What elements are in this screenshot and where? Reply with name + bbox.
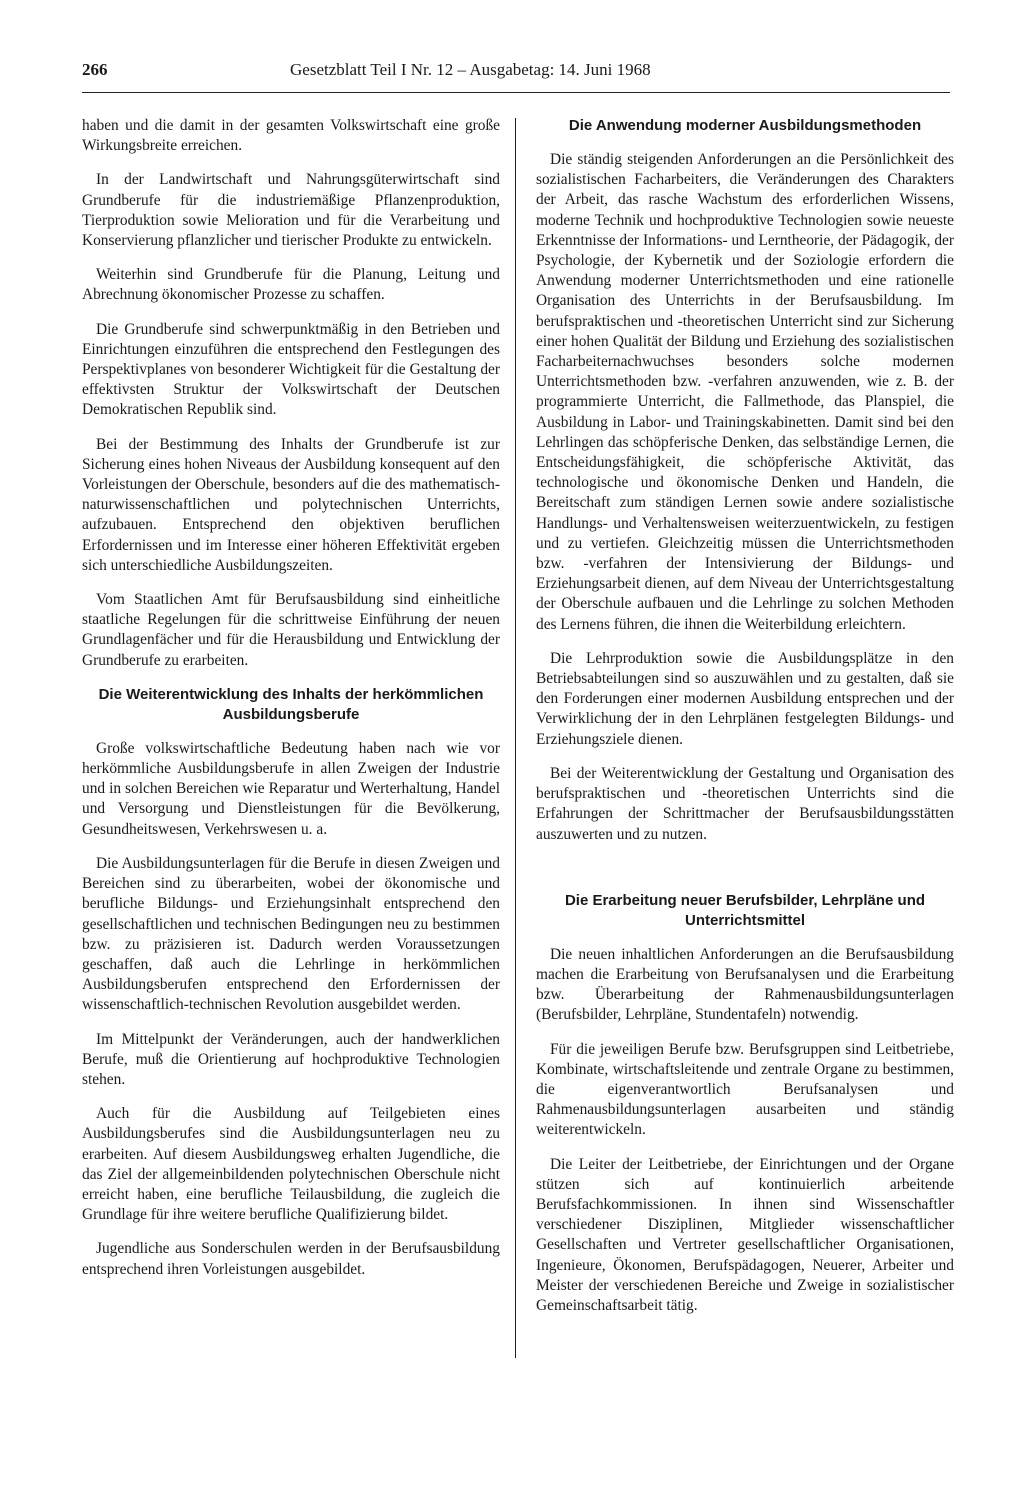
paragraph: Bei der Weiterentwicklung der Gestaltung und Organisation des berufspraktischen und -theoretischen Unterrichts sind die Erfahrungen der Schrittmacher der Berufsausbildungsstätten auszuwerten und zu nutzen.	[536, 764, 954, 843]
section-heading: Die Erarbeitung neuer Berufsbilder, Lehrpläne und Unterrichtsmittel	[564, 891, 926, 929]
header-rule	[82, 92, 950, 93]
paragraph: Bei der Bestimmung des Inhalts der Grundberufe ist zur Sicherung eines hohen Niveaus der Ausbildung konsequent auf den Vorleistungen der Oberschule, besonders auf die des mathematisch-naturwissenschaftlichen und polytechnischen Unterrichts, aufzubauen. Entsprechend den objektiven beruflichen Erfordernissen und im Interesse einer höheren Effektivität ergeben sich unterschiedliche Ausbildungszeiten.	[82, 435, 500, 574]
page-number: 266	[82, 60, 108, 79]
paragraph: Große volkswirtschaftliche Bedeutung haben nach wie vor herkömmliche Ausbildungsberufe in allen Zweigen der Industrie und in solchen Bereichen wie Reparatur und Werterhaltung, Handel und Versorgung und Dienstleistungen für die Bevölkerung, Gesundheitswesen, Verkehrswesen u. a.	[82, 739, 500, 838]
column-divider	[515, 118, 516, 1358]
paragraph: Die Leiter der Leitbetriebe, der Einrichtungen und der Organe stützen sich auf kontinuierlich arbeitende Berufsfachkommissionen. In ihnen sind Wissenschaftler verschiedener Disziplinen, Mitglieder wissenschaftlicher Gesellschaften und Vertreter gesellschaftlicher Organisationen, Ingenieure, Ökonomen, Berufspädagogen, Neuerer, Arbeiter und Meister der verschiedenen Bereiche und Zweige in sozialistischer Gemeinschaftsarbeit tätig.	[536, 1155, 954, 1314]
paragraph: Die ständig steigenden Anforderungen an die Persönlichkeit des sozialistischen Facharbeiters, die Veränderungen des Charakters der Arbeit, das rasche Wachstum des erforderlichen Wissens, moderne Technik und hochproduktive Technologien sowie neueste Erkenntnisse der Informations- und Lerntheorie, der Pädagogik, der Psychologie, der Kybernetik und der Soziologie erfordern die Anwendung moderner Unterrichtsmethoden und eine rationelle Organisation des Unterrichts in der Berufsausbildung. Im berufspraktischen und -theoretischen Unterricht sind zur Sicherung einer hohen Qualität der Bildung und Erziehung des sozialistischen Facharbeiternachwuchses besonders solche modernen Unterrichtsmethoden bzw. -verfahren anzuwenden, wie z. B. der programmierte Unterricht, die Fallmethode, das Planspiel, die Ausbildung in Labor- und Trainingskabinetten. Damit sind bei den Lehrlingen das schöpferische Denken, das selbständige Lernen, die Entscheidungsfähigkeit, die schöpferische Aktivität, das technologische und ökonomische Denken und Handeln, die Bereitschaft zum ständigen Lernen sowie andere sozialistische Handlungs- und Verhaltensweisen weiterzuentwickeln, zu festigen und zu vertiefen. Gleichzeitig müssen die Unterrichtsmethoden bzw. -verfahren der Intensivierung der Bildungs- und Erziehungsarbeit dienen, auf dem Niveau der Unterrichtsgestaltung der Oberschule aufbauen und die Lehrlinge zu solchen Methoden des Lernens führen, die ihnen die Weiterbildung erleichtern.	[536, 151, 954, 633]
paragraph: Jugendliche aus Sonderschulen werden in der Berufsausbildung entsprechend ihren Vorleistungen ausgebildet.	[82, 1240, 500, 1278]
right-column	[536, 116, 954, 1330]
paragraph: Im Mittelpunkt der Veränderungen, auch der handwerklichen Berufe, muß die Orientierung auf hochproduktive Technologien stehen.	[82, 1030, 500, 1088]
paragraph: Weiterhin sind Grundberufe für die Planung, Leitung und Abrechnung ökonomischer Prozesse zu schaffen.	[82, 266, 500, 304]
paragraph: Vom Staatlichen Amt für Berufsausbildung sind einheitliche staatliche Regelungen für die schrittweise Einführung der neuen Grundlagenfächer und für die Herausbildung und Entwicklung der Grundberufe zu erarbeiten.	[82, 591, 500, 669]
paragraph: Auch für die Ausbildung auf Teilgebieten eines Ausbildungsberufes sind die Ausbildungsunterlagen neu zu erarbeiten. Auf diesem Ausbildungsweg erhalten Jugendliche, die das Ziel der allgemeinbildenden polytechnischen Oberschule nicht erreicht haben, eine berufliche Teilausbildung, die zugleich die Grundlage für ihre weitere berufliche Qualifizierung bildet.	[82, 1105, 500, 1224]
paragraph: Die Lehrproduktion sowie die Ausbildungsplätze in den Betriebsabteilungen sind so auszuwählen und zu gestalten, daß sie den Forderungen einer modernen Ausbildung entsprechen und der Verwirklichung der in den Lehrplänen festgelegten Bildungs- und Erziehungsziele dienen.	[536, 649, 954, 748]
paragraph: Die Ausbildungsunterlagen für die Berufe in diesen Zweigen und Bereichen sind zu überarbeiten, wobei der ökonomische und berufliche Bildungs- und Erziehungsinhalt entsprechend den gesellschaftlichen und technischen Bedingungen neu zu bestimmen bzw. zu präzisieren ist. Dadurch werden Voraussetzungen geschaffen, daß auch die Lehrlinge in herkömmlichen Ausbildungsberufen entsprechend den Erfordernissen der wissenschaftlich-technischen Revolution ausgebildet werden.	[82, 854, 500, 1014]
paragraph: haben und die damit in der gesamten Volkswirtschaft eine große Wirkungsbreite erreichen.	[82, 117, 500, 155]
section-heading: Die Weiterentwicklung des Inhalts der herkömmlichen Ausbildungsberufe	[98, 685, 484, 723]
paragraph: Die neuen inhaltlichen Anforderungen an die Berufsausbildung machen die Erarbeitung von Berufsanalysen und die Erarbeitung bzw. Überarbeitung der Rahmenausbildungsunterlagen (Berufsbilder, Lehrpläne, Stundentafeln) notwendig.	[536, 945, 954, 1024]
left-column	[82, 116, 500, 1294]
running-title: Gesetzblatt Teil I Nr. 12 – Ausgabetag: 14. Juni 1968	[290, 60, 651, 79]
page-header	[82, 58, 942, 82]
paragraph: Die Grundberufe sind schwerpunktmäßig in den Betrieben und Einrichtungen einzuführen die entsprechend den Festlegungen des Perspektivplanes von besonderer Wichtigkeit für die Gestaltung der effektivsten Struktur der Volkswirtschaft der Deutschen Demokratischen Republik sind.	[82, 320, 500, 419]
section-heading: Die Anwendung moderner Ausbildungsmethoden	[568, 117, 922, 134]
paragraph: In der Landwirtschaft und Nahrungsgüterwirtschaft sind Grundberufe für die industriemäßige Pflanzenproduktion, Tierproduktion sowie Melioration und für die Verarbeitung und Konservierung pflanzlicher und tierischer Produkte zu entwickeln.	[82, 171, 500, 250]
paragraph: Für die jeweiligen Berufe bzw. Berufsgruppen sind Leitbetriebe, Kombinate, wirtschaftsleitende und zentrale Organe zu bestimmen, die eigenverantwortlich Berufsanalysen und Rahmenausbildungsunterlagen ausarbeiten und ständig weiterentwickeln.	[536, 1040, 954, 1139]
